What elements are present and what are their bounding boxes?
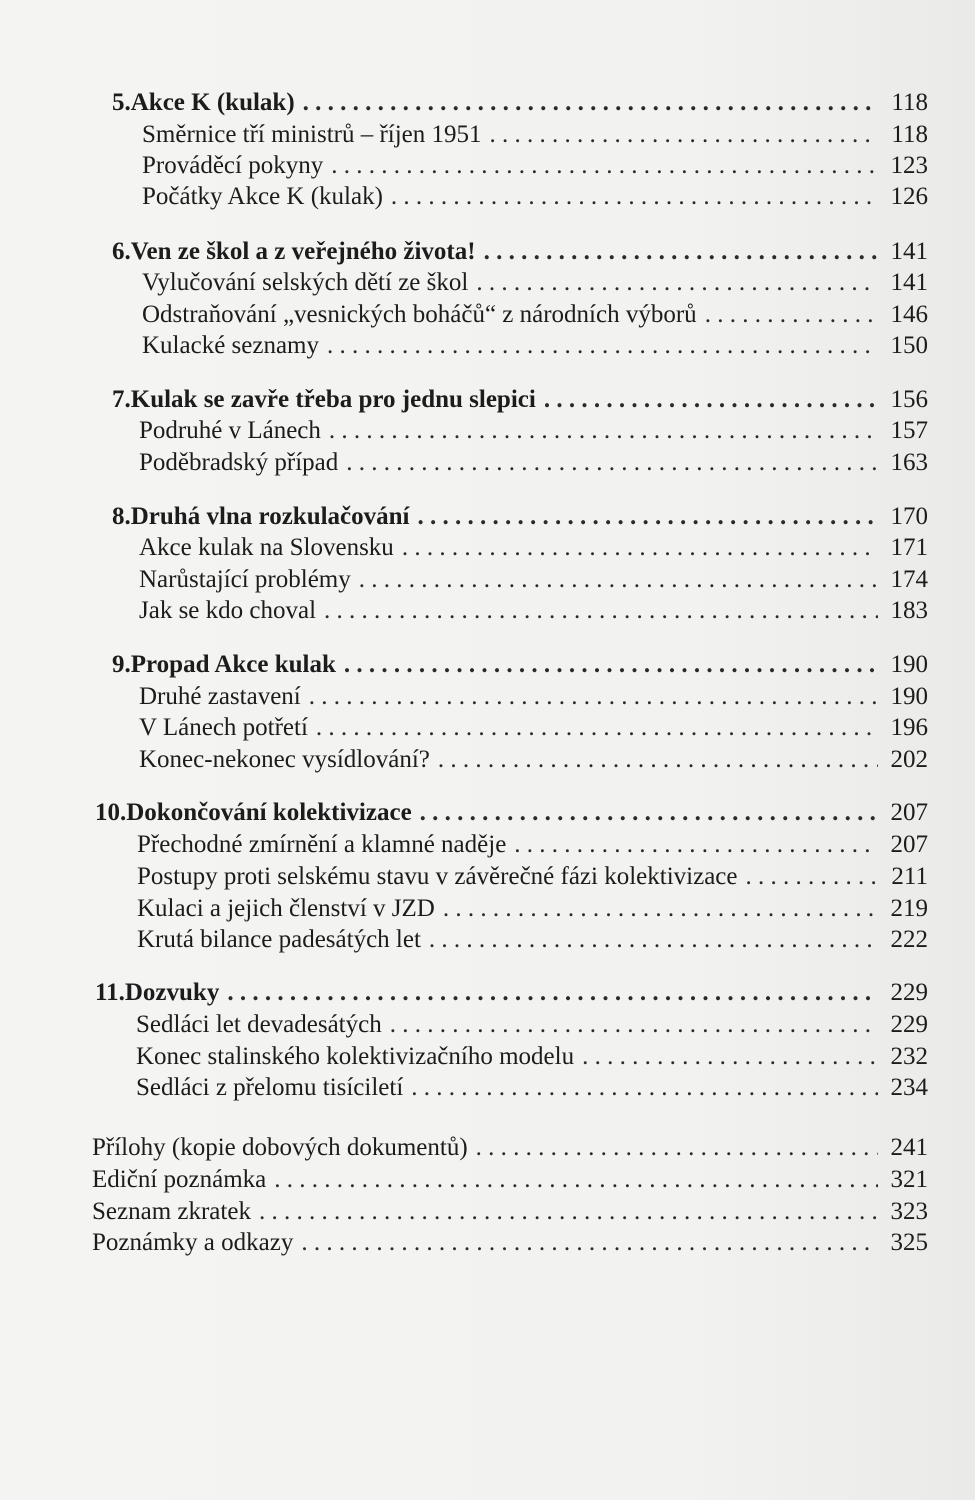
toc-section-row <box>142 268 928 298</box>
page-number: 196 <box>890 714 928 741</box>
chapter-heading <box>95 798 412 828</box>
chapter-number: 5. <box>112 89 131 116</box>
section-title: Krutá bilance padesátých let <box>137 926 421 953</box>
page-number: 222 <box>890 926 928 953</box>
section-title: Poděbradský případ <box>139 449 339 476</box>
dot-leader <box>411 1073 878 1103</box>
toc-section-row <box>136 1073 928 1103</box>
chapter-number: 8. <box>112 503 131 530</box>
section-title: Přechodné zmírnění a klamné naděje <box>137 831 507 858</box>
toc-section-row <box>139 596 928 626</box>
dot-leader <box>316 713 878 743</box>
dot-leader <box>301 1228 878 1258</box>
toc-section-row <box>137 862 928 892</box>
toc-appendix-row <box>92 1165 928 1195</box>
page-number: 207 <box>890 831 928 858</box>
section-title: Podruhé v Lánech <box>139 417 321 444</box>
section-title: Počátky Akce K (kulak) <box>142 183 383 210</box>
dot-leader <box>344 650 878 680</box>
page-number: 150 <box>890 332 928 359</box>
section-title: Kulacké seznamy <box>142 332 320 359</box>
toc-section-row <box>142 182 928 212</box>
page-number: 207 <box>890 799 928 826</box>
dot-leader <box>544 385 878 415</box>
toc-section-row <box>139 416 928 446</box>
dot-leader <box>476 1133 878 1163</box>
chapter-title: Ven ze škol a z veřejného života! <box>130 238 476 265</box>
chapter-heading <box>112 385 536 415</box>
toc-chapter-row <box>112 88 928 118</box>
dot-leader <box>324 596 878 626</box>
page-number: 229 <box>890 1011 928 1038</box>
page-number: 141 <box>890 269 928 296</box>
toc-section-row <box>139 565 928 595</box>
toc-section-row <box>137 925 928 955</box>
section-title: Postupy proti selskému stavu v závěrečné fázi kolektivizace <box>137 863 738 890</box>
toc-appendix-row <box>92 1133 928 1163</box>
toc-section-row <box>142 151 928 181</box>
dot-leader <box>490 120 878 150</box>
dot-leader <box>259 1197 878 1227</box>
section-title: Kulaci a jejich členství v JZD <box>137 895 435 922</box>
page-number: 174 <box>890 566 928 593</box>
chapter-number: 7. <box>112 386 131 413</box>
dot-leader <box>359 565 878 595</box>
page-number: 126 <box>890 183 928 210</box>
page-number: 118 <box>891 89 928 116</box>
chapter-number: 6. <box>112 238 131 265</box>
dot-leader <box>418 502 879 532</box>
page-number: 163 <box>890 449 928 476</box>
toc-chapter-row <box>112 502 928 532</box>
section-title: Druhé zastavení <box>139 683 301 710</box>
chapter-heading <box>112 237 476 267</box>
dot-leader <box>327 331 878 361</box>
toc-section-row <box>139 713 928 743</box>
dot-leader <box>476 268 878 298</box>
chapter-title: Druhá vlna rozkulačování <box>130 503 410 530</box>
dot-leader <box>420 798 878 828</box>
page-number: 325 <box>890 1229 928 1256</box>
appendix-title: Přílohy (kopie dobových dokumentů) <box>92 1134 468 1161</box>
appendix-title: Seznam zkratek <box>92 1198 251 1225</box>
dot-leader <box>274 1165 878 1195</box>
dot-leader <box>484 237 878 267</box>
section-title: Směrnice tří ministrů – říjen 1951 <box>142 121 482 148</box>
chapter-number: 10. <box>95 799 127 826</box>
page-number: 211 <box>891 863 928 890</box>
toc-appendix-row <box>92 1228 928 1258</box>
page-number: 241 <box>890 1134 928 1161</box>
toc-section-row <box>139 533 928 563</box>
toc-section-row <box>139 448 928 478</box>
page-number: 323 <box>890 1198 928 1225</box>
dot-leader <box>582 1042 878 1072</box>
chapter-title: Kulak se zavře třeba pro jednu slepici <box>130 386 536 413</box>
toc-appendix-row <box>92 1197 928 1227</box>
section-title: Akce kulak na Slovensku <box>139 534 394 561</box>
page-number: 171 <box>890 534 928 561</box>
chapter-heading <box>112 502 410 532</box>
page-number: 118 <box>891 121 928 148</box>
page-number: 232 <box>890 1043 928 1070</box>
appendix-title: Poznámky a odkazy <box>92 1229 294 1256</box>
dot-leader <box>227 978 878 1008</box>
dot-leader <box>329 416 878 446</box>
section-title: Konec-nekonec vysídlování? <box>139 746 430 773</box>
toc-chapter-row <box>112 650 928 680</box>
page-number: 141 <box>890 238 928 265</box>
section-title: Odstraňování „vesnických boháčů“ z národních výborů <box>142 301 697 328</box>
section-title: Sedláci let devadesátých <box>136 1011 382 1038</box>
chapter-heading <box>112 650 336 680</box>
dot-leader <box>429 925 878 955</box>
appendix-title: Ediční poznámka <box>92 1166 267 1193</box>
section-title: Konec stalinského kolektivizačního modelu <box>136 1043 575 1070</box>
toc-section-row <box>142 331 928 361</box>
page-number: 202 <box>890 746 928 773</box>
section-title: Prováděcí pokyny <box>142 152 324 179</box>
dot-leader <box>746 862 879 892</box>
page-number: 157 <box>890 417 928 444</box>
dot-leader <box>514 830 878 860</box>
page-number: 190 <box>890 683 928 710</box>
page-number: 229 <box>890 979 928 1006</box>
dot-leader <box>438 745 878 775</box>
dot-leader <box>443 894 878 924</box>
dot-leader <box>391 182 878 212</box>
dot-leader <box>309 682 878 712</box>
page-number: 190 <box>890 651 928 678</box>
page-number: 219 <box>890 895 928 922</box>
section-title: Jak se kdo choval <box>139 597 317 624</box>
toc-section-row <box>137 894 928 924</box>
chapter-heading <box>95 978 219 1008</box>
chapter-title: Akce K (kulak) <box>130 89 295 116</box>
chapter-heading <box>112 88 295 118</box>
toc-chapter-row <box>95 798 928 828</box>
page-number: 234 <box>890 1074 928 1101</box>
chapter-title: Dozvuky <box>124 979 220 1006</box>
toc-chapter-row <box>95 978 928 1008</box>
chapter-title: Dokončování kolektivizace <box>126 799 412 826</box>
dot-leader <box>331 151 878 181</box>
toc-section-row <box>137 830 928 860</box>
toc-chapter-row <box>112 385 928 415</box>
page-number: 170 <box>890 503 928 530</box>
chapter-number: 11. <box>95 979 125 1006</box>
dot-leader <box>303 88 878 118</box>
toc-section-row <box>142 120 928 150</box>
section-title: Narůstající problémy <box>139 566 351 593</box>
dot-leader <box>346 448 878 478</box>
toc-section-row <box>139 745 928 775</box>
toc-section-row <box>136 1010 928 1040</box>
chapter-number: 9. <box>112 651 131 678</box>
page-number: 123 <box>890 152 928 179</box>
page-number: 156 <box>890 386 928 413</box>
page-number: 321 <box>890 1166 928 1193</box>
section-title: Sedláci z přelomu tisíciletí <box>136 1074 404 1101</box>
chapter-title: Propad Akce kulak <box>130 651 336 678</box>
section-title: Vylučování selských dětí ze škol <box>142 269 469 296</box>
dot-leader <box>705 300 878 330</box>
page-number: 146 <box>890 301 928 328</box>
toc-section-row <box>142 300 928 330</box>
page-number: 183 <box>890 597 928 624</box>
section-title: V Lánech potřetí <box>139 714 308 741</box>
dot-leader <box>390 1010 878 1040</box>
dot-leader <box>402 533 878 563</box>
toc-section-row <box>136 1042 928 1072</box>
toc-section-row <box>139 682 928 712</box>
toc-chapter-row <box>112 237 928 267</box>
